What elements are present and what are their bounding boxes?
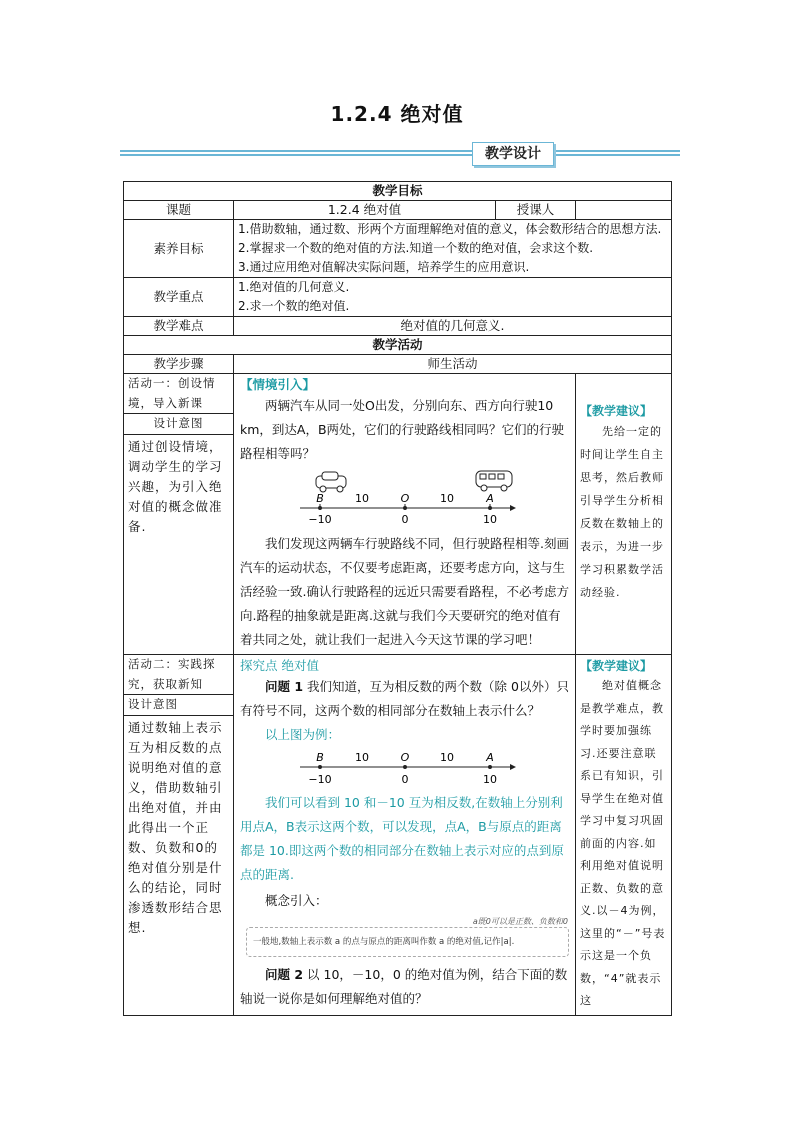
concept-label: 概念引入：	[265, 893, 328, 908]
tick-label: −10	[307, 773, 332, 786]
banner-label: 教学设计	[472, 142, 554, 166]
activity2-intent: 通过数轴上表示互为相反数的点说明绝对值的意义，借助数轴引出绝对值，并由此得出一个正数、负数和0的绝对值分别是什么的结论，同时渗透数形结合思想.	[128, 719, 223, 935]
course-label: 课题	[124, 201, 234, 220]
activity1-advice-heading: 【教学建议】	[580, 404, 653, 418]
axis-arrow	[510, 505, 516, 511]
point-o-label: O	[400, 751, 409, 764]
number-line-cars-figure	[290, 468, 520, 530]
point-b-label: B	[315, 751, 324, 764]
activity2-step-cell	[124, 655, 234, 1016]
lesson-plan-table	[123, 181, 672, 1016]
activity2-name: 活动二：实践探究，获取新知	[124, 655, 233, 695]
activity1-content	[234, 374, 576, 655]
question2	[240, 963, 569, 1011]
axis-arrow	[510, 764, 516, 770]
key-item: 2.求一个数的绝对值.	[238, 299, 350, 313]
segment-right-label: 10	[439, 492, 454, 505]
section-heading-goals: 教学目标	[124, 182, 672, 201]
concept-box	[246, 917, 569, 957]
goals-label: 素养目标	[124, 220, 234, 278]
activity-label: 师生活动	[234, 355, 672, 374]
goals-cell	[234, 220, 672, 278]
activity1-name: 活动一：创设情境，导入新课	[124, 374, 233, 414]
activity1-advice-cell	[576, 374, 672, 655]
concept-text: 一般地,数轴上表示数 a 的点与原点的距离叫作数 a 的绝对值,记作|a|.	[253, 937, 515, 947]
question2-label: 问题 2	[265, 967, 304, 982]
question1	[240, 675, 569, 723]
activity2-advice-heading: 【教学建议】	[580, 659, 653, 673]
activity2-advice-cell	[576, 655, 672, 1016]
tick-label: −10	[307, 513, 332, 526]
number-line-figure	[290, 749, 520, 789]
teacher-label: 授课人	[496, 201, 576, 220]
tick-label: 10	[482, 773, 497, 786]
segment-left-label: 10	[354, 751, 369, 764]
goal-item: 2.掌握求一个数的绝对值的方法.知道一个数的绝对值，会求这个数.	[238, 241, 594, 255]
activity2-intent-label: 设计意图	[124, 695, 233, 716]
key-item: 1.绝对值的几何意义.	[238, 280, 350, 294]
page-title: 1.2.4 绝对值	[330, 102, 464, 126]
van-icon	[476, 471, 512, 491]
difficult-label: 教学难点	[124, 317, 234, 336]
activity1-advice: 先给一定的时间让学生自主思考，然后教师引导学生分析相反数在数轴上的表示，为进一步学习积累数学活动经验.	[580, 425, 664, 599]
activity1-intent-label: 设计意图	[124, 414, 233, 435]
course-value: 1.2.4 绝对值	[234, 201, 496, 220]
question2-text: 以 10，－10，0 的绝对值为例，结合下面的数轴说一说你是如何理解绝对值的？	[240, 967, 568, 1006]
section-banner	[120, 142, 680, 164]
activity1-heading: 【情境引入】	[240, 377, 316, 392]
goal-item: 3.通过应用绝对值解决实际问题，培养学生的应用意识.	[238, 260, 530, 274]
question1-text: 我们知道，互为相反数的两个数（除 0以外）只有符号不同，这两个数的相同部分在数轴上表示什么？	[240, 679, 569, 718]
steps-label: 教学步骤	[124, 355, 234, 374]
activity1-para1: 两辆汽车从同一处O出发，分别向东、西方向行驶10 km，到达A，B两处，它们的行驶路线相同吗？它们的行驶路程相等吗？	[240, 398, 565, 461]
example-line: 以上图为例：	[265, 727, 341, 742]
tick-label: 10	[482, 513, 497, 526]
tick-label: 0	[401, 513, 408, 526]
difficult-value: 绝对值的几何意义.	[234, 317, 672, 336]
point-a-label: A	[485, 751, 494, 764]
activity1-para2: 我们发现这两辆车行驶路线不同，但行驶路程相等.刻画汽车的运动状态，不仅要考虑距离，还要考虑方向，这与生活经验一致.确认行驶路程的远近只需要看路程，不必考虑方向.路程的抽象就是距离.这就与我们今天要研究的绝对值有着共同之处，就让我们一起进入今天这节课的学习吧！	[240, 536, 569, 647]
point-b-label: B	[315, 492, 324, 505]
activity1-intent: 通过创设情境，调动学生的学习兴趣，为引入绝对值的概念做准备.	[128, 438, 223, 534]
concept-note: a既0可以是正数、负数和0	[472, 917, 568, 926]
key-cell	[234, 278, 672, 317]
question1-label: 问题 1	[265, 679, 304, 694]
section-heading-activities: 教学活动	[124, 336, 672, 355]
activity2-content	[234, 655, 576, 1016]
activity1-step-cell	[124, 374, 234, 655]
activity2-advice: 绝对值概念是教学难点，教学时要加强练习.还要注意联系已有知识，引导学生在绝对值学习中复习巩固前面的内容.如利用绝对值说明正数、负数的意义.以－4为例，这里的“－”号表示这是一个负数，“4”就表示这	[580, 679, 666, 1007]
segment-left-label: 10	[354, 492, 369, 505]
key-label: 教学重点	[124, 278, 234, 317]
segment-right-label: 10	[439, 751, 454, 764]
point-o-label: O	[400, 492, 409, 505]
car-icon	[316, 472, 346, 492]
tick-label: 0	[401, 773, 408, 786]
teacher-value	[576, 201, 672, 220]
answer1: 我们可以看到 10 和－10 互为相反数,在数轴上分别利用点A，B表示这两个数，可以发现，点A，B与原点的距离都是 10.即这两个数的相同部分在数轴上表示对应的点到原点的距离.	[240, 795, 564, 882]
goal-item: 1.借助数轴，通过数、形两个方面理解绝对值的意义，体会数形结合的思想方法.	[238, 222, 662, 236]
activity2-heading: 探究点 绝对值	[240, 658, 319, 673]
point-a-label: A	[485, 492, 494, 505]
